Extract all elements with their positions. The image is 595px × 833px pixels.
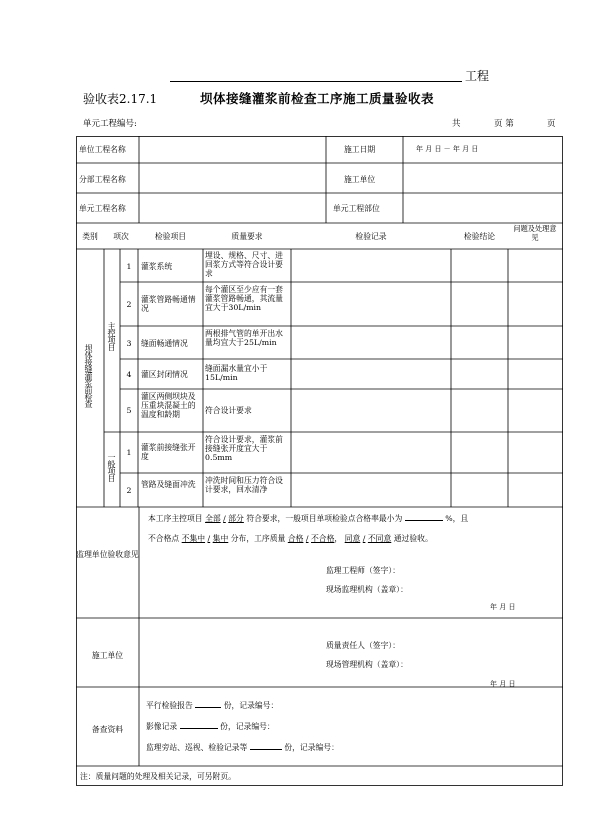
item-requirement: 每个灌区至少应有一套灌浆管路畅通，其流量宜大于30L/min: [205, 285, 283, 312]
item-name: 灌浆管路畅通情况: [141, 295, 196, 313]
appendix-line3: 监理旁站、巡视、检验记录等 份，记录编号：: [146, 743, 339, 752]
item-no: 4: [126, 370, 132, 379]
header-category: 类别: [82, 232, 98, 241]
item-no: 1: [126, 448, 132, 457]
item-name: 灌区封闭情况: [141, 370, 188, 379]
total-label: 共: [452, 119, 461, 129]
page-title: 坝体接缝灌浆前检查工序施工质量验收表: [200, 91, 435, 106]
rate-blank[interactable]: [405, 520, 443, 521]
category-label: 坝体接缝灌浆前检查: [84, 344, 93, 407]
item-no: 3: [126, 339, 132, 348]
item-no: 2: [126, 486, 132, 495]
appendix-label: 备查资料: [91, 725, 124, 734]
supervision-opinion-line1: 本工序主控项目 全部 / 部分 符合要求，一般项目单项检验点合格率最小为 %，且: [148, 514, 469, 523]
report-count-blank[interactable]: [195, 707, 221, 708]
supervision-label: 监理单位验收意见: [76, 550, 139, 559]
page-label: 页 第: [494, 119, 514, 129]
item-requirement: 符合设计要求，灌浆前接缝张开度宜大于0.5mm: [205, 435, 283, 462]
header-inspect-item: 检验项目: [154, 232, 187, 241]
supervision-org-seal: 现场监理机构（盖章）：: [326, 585, 408, 594]
appendix-line1: 平行检验报告 份，记录编号：: [146, 701, 279, 710]
item-requirement: 符合设计要求: [205, 406, 252, 415]
form-code: 验收表2.17.1: [83, 92, 158, 106]
header-item-no: 项次: [113, 232, 129, 241]
footnote: 注：质量问题的处理及相关记录，可另附页。: [80, 772, 236, 781]
item-name: 灌浆系统: [141, 262, 173, 271]
image-count-blank[interactable]: [180, 728, 218, 729]
item-requirement: 埋设、规格、尺寸、进回浆方式等符合设计要求: [205, 251, 283, 278]
inspection-table: [76, 136, 563, 786]
header-quality-req: 质量要求: [231, 232, 263, 241]
general-group-label: 一般项目: [107, 453, 116, 481]
page-suffix: 页: [547, 119, 556, 129]
header-conclusion: 检验结论: [463, 232, 496, 241]
construction-date: 年 月 日: [490, 680, 516, 688]
construction-manager-sign: 质量责任人（签字）：: [326, 641, 401, 650]
item-no: 2: [126, 300, 132, 309]
supervision-engineer-sign: 监理工程师（签字）：: [326, 566, 401, 575]
header-record: 检验记录: [355, 232, 387, 241]
record-count-blank[interactable]: [250, 749, 282, 750]
construction-unit-label: 施工单位: [344, 175, 376, 184]
project-suffix: 工程: [465, 69, 490, 83]
item-no: 5: [126, 406, 132, 415]
item-no: 1: [126, 262, 132, 271]
appendix-line2: 影像记录 份，记录编号：: [146, 722, 275, 731]
construction-org-seal: 现场管理机构（盖章）：: [326, 660, 408, 669]
unit-no-label: 单元工程编号:: [83, 119, 137, 129]
construction-label: 施工单位: [91, 651, 124, 660]
header-problem: 问题及处理意见: [513, 224, 557, 242]
item-name: 灌区两侧坝块及压重块混凝土的温度和龄期: [141, 392, 196, 419]
item-requirement: 冲洗时间和压力符合设计要求，回水清净: [205, 476, 283, 494]
supervision-date: 年 月 日: [490, 603, 516, 611]
project-name-line: [170, 81, 462, 82]
item-requirement: 缝面漏水量宜小于15L/min: [205, 364, 268, 382]
sub-project-name-label: 分部工程名称: [79, 175, 126, 184]
element-project-name-label: 单元工程名称: [79, 204, 126, 213]
unit-project-name-label: 单位工程名称: [79, 145, 126, 154]
item-requirement: 两根排气管的单开出水量均宜大于25L/min: [205, 329, 283, 347]
supervision-opinion-line2: 不合格点 不集中 / 集中 分布，工序质量 合格 / 不合格， 同意 / 不同意 通过验收。: [148, 534, 433, 543]
main-group-label: 主控项目: [107, 322, 116, 350]
item-name: 缝面畅通情况: [141, 339, 188, 348]
element-location-label: 单元工程部位: [333, 204, 380, 213]
item-name: 管路及缝面冲洗: [141, 480, 196, 489]
construction-date-label: 施工日期: [344, 145, 376, 154]
construction-date-value: 年 月 日 － 年 月 日: [416, 145, 479, 153]
item-name: 灌浆前接缝张开度: [141, 443, 196, 461]
